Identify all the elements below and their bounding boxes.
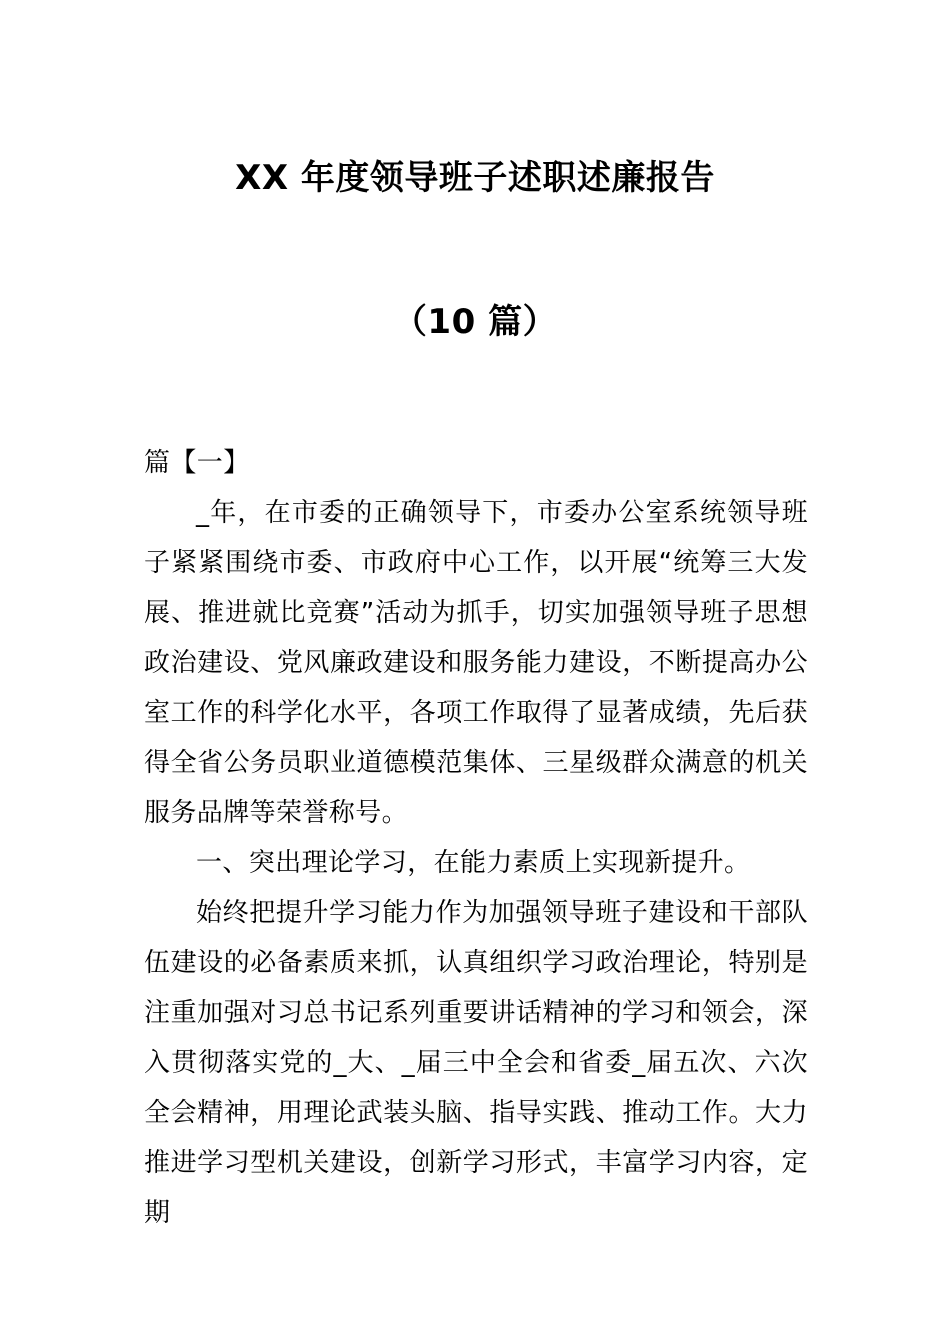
section-label: 篇【一】 (144, 448, 250, 478)
paragraph-intro: _年，在市委的正确领导下，市委办公室系统领导班子紧紧围绕市委、市政府中心工作，以开展“统筹三大发展、推进就比竞赛”活动为抓手，切实加强领导班子思想政治建设、党风廉政建设和服务能力建设，不断提高办公室工作的科学化水平，各项工作取得了显著成绩，先后获得全省公务员职业道德模范集体、三星级群众满意的机关服务品牌等荣誉称号。 (144, 498, 808, 828)
section-heading-1: 一、突出理论学习，在能力素质上实现新提升。 (196, 848, 751, 878)
document-body (144, 438, 808, 1238)
document-subtitle: （10 篇） (392, 302, 558, 342)
paragraph-study: 始终把提升学习能力作为加强领导班子建设和干部队伍建设的必备素质来抓，认真组织学习政治理论，特别是注重加强对习总书记系列重要讲话精神的学习和领会，深入贯彻落实党的_大、_届三中全会和省委_届五次、六次全会精神，用理论武装头脑、指导实践、推动工作。大力推进学习型机关建设，创新学习形式，丰富学习内容，定期 (144, 898, 808, 1228)
document-title: XX 年度领导班子述职述廉报告 (235, 158, 715, 198)
